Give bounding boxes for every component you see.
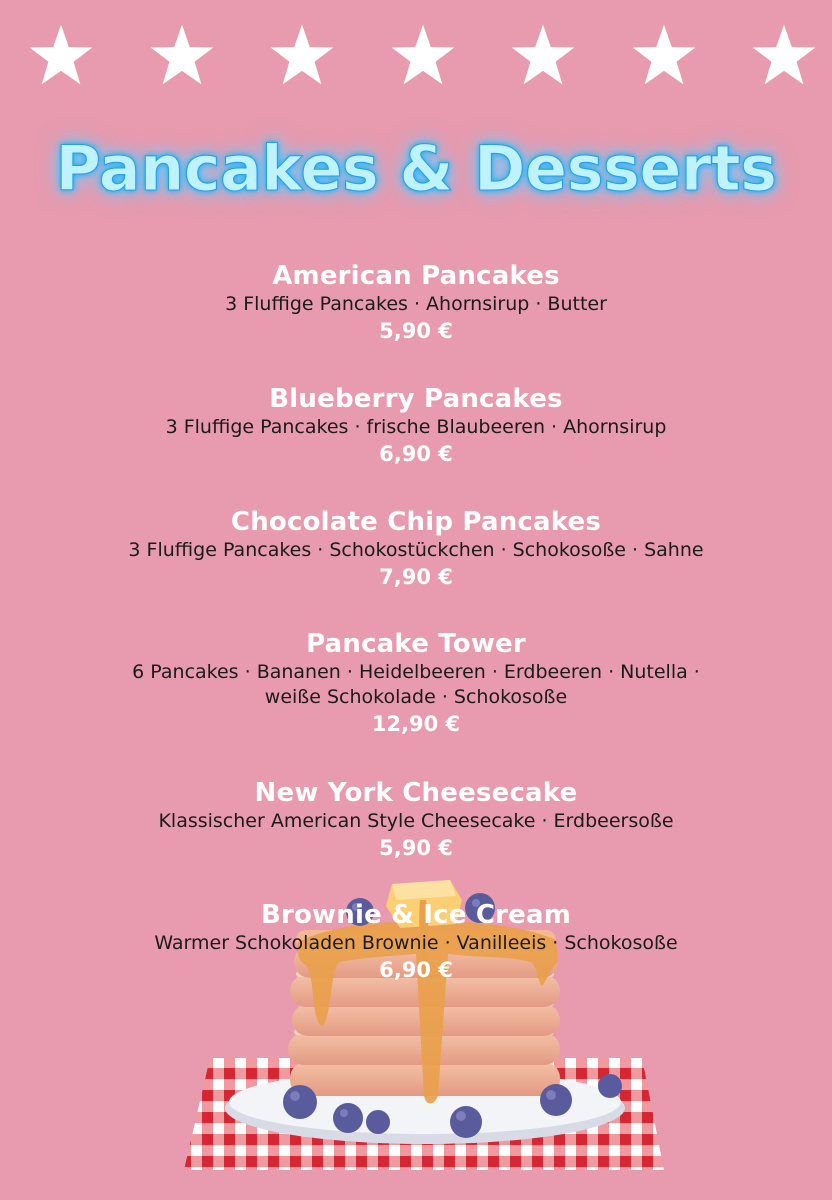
item-description: Warmer Schokoladen Brownie · Vanilleeis · Schokosoße (154, 932, 678, 954)
item-description: 3 Fluffige Pancakes · Ahornsirup · Butter (225, 293, 607, 315)
item-name: Brownie & Ice Cream (260, 900, 572, 930)
item-description: 6 Pancakes · Bananen · Heidelbeeren · Erdbeeren · Nutella · (132, 661, 700, 683)
item-name: Chocolate Chip Pancakes (230, 507, 602, 537)
item-price: 6,90 € (379, 958, 453, 982)
item-price: 12,90 € (371, 712, 461, 736)
item-name: Blueberry Pancakes (269, 384, 563, 414)
item-name: American Pancakes (272, 261, 560, 291)
item-name: New York Cheesecake (254, 778, 578, 808)
menu-item (0, 383, 832, 469)
item-description-line-2: weiße Schokolade · Schokosoße (264, 686, 568, 708)
menu-item (0, 260, 832, 346)
menu-item (0, 628, 832, 739)
item-name: Pancake Tower (306, 629, 526, 659)
menu-item (0, 899, 832, 985)
item-price: 7,90 € (379, 565, 453, 589)
item-price: 5,90 € (379, 319, 453, 343)
item-description: 3 Fluffige Pancakes · frische Blaubeeren · Ahornsirup (165, 416, 667, 438)
item-description: 3 Fluffige Pancakes · Schokostückchen · Schokosoße · Sahne (128, 539, 704, 561)
item-description: Klassischer American Style Cheesecake · Erdbeersoße (158, 810, 674, 832)
menu-item (0, 506, 832, 592)
item-price: 6,90 € (379, 442, 453, 466)
menu-title: Pancakes & Desserts (55, 132, 777, 205)
item-price: 5,90 € (379, 836, 453, 860)
menu-item (0, 777, 832, 863)
